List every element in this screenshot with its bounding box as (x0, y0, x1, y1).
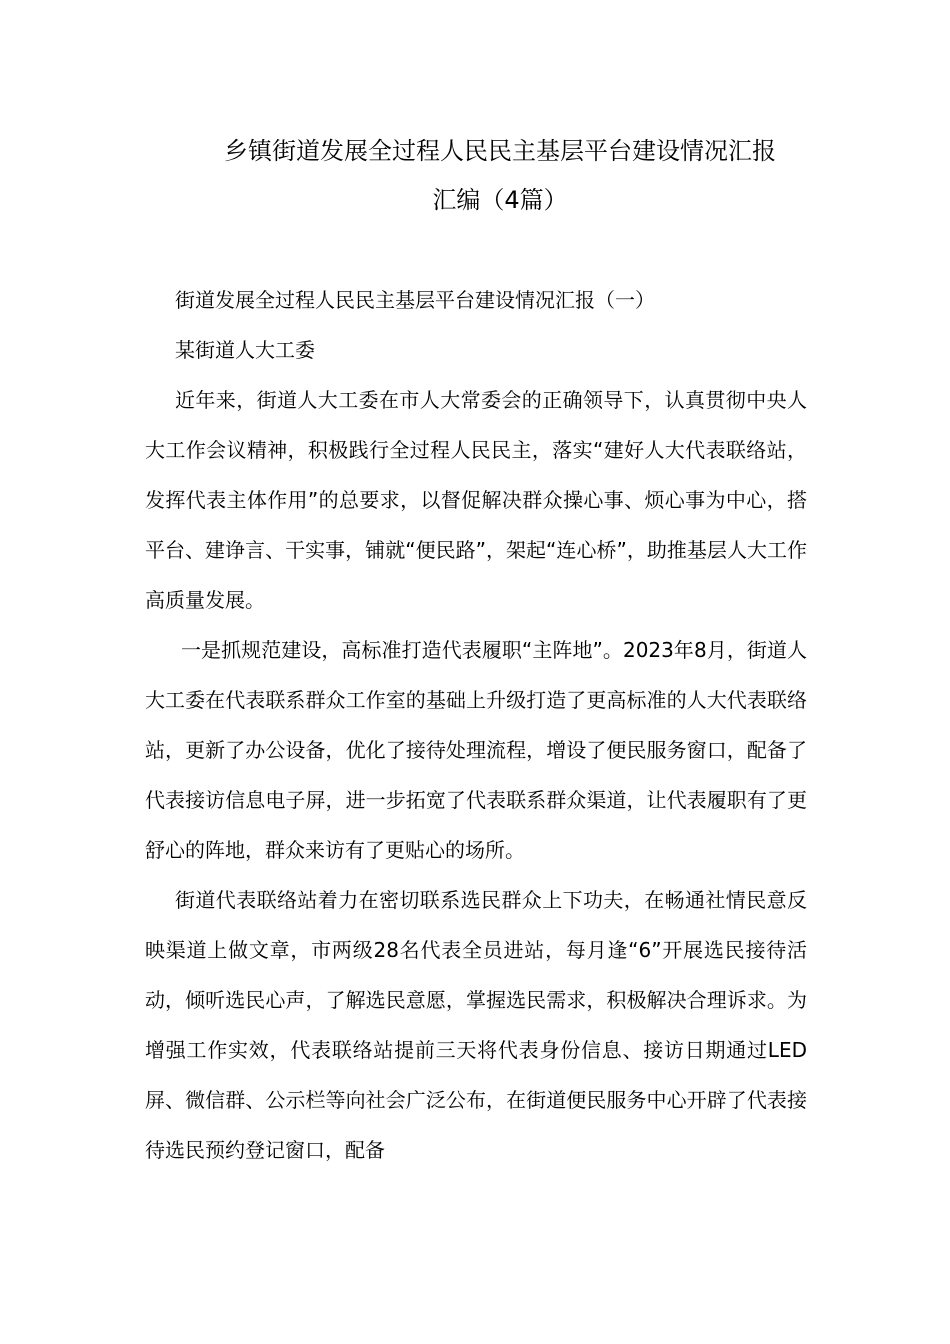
body-paragraph: 街道代表联络站着力在密切联系选民群众上下功夫，在畅通社情民意反映渠道上做文章，市两级28名代表全员进站，每月逢“6”开展选民接待活动，倾听选民心声，了解选民意愿，掌握选民需求，积极解决合理诉求。为增强工作实效，代表联络站提前三天将代表身份信息、接访日期通过LED屏、微信群、公示栏等向社会广泛公布，在街道便民服务中心开辟了代表接待选民预约登记窗口，配备 (145, 888, 807, 1162)
document-title-line-1: 乡镇街道发展全过程人民民主基层平台建设情况汇报 (224, 137, 776, 165)
document-title-line-2: 汇编（4篇） (432, 186, 568, 214)
body-paragraph: 近年来，街道人大工委在市人大常委会的正确领导下，认真贯彻中央人大工作会议精神，积极践行全过程人民民主，落实“建好人大代表联络站，发挥代表主体作用”的总要求，以督促解决群众操心事、烦心事为中心，搭平台、建诤言、干实事，铺就“便民路”，架起“连心桥”，助推基层人大工作高质量发展。 (145, 388, 807, 612)
author-line: 某街道人大工委 (175, 338, 315, 362)
body-paragraph: 一是抓规范建设，高标准打造代表履职“主阵地”。2023年8月，街道人大工委在代表联系群众工作室的基础上升级打造了更高标准的人大代表联络站，更新了办公设备，优化了接待处理流程，增设了便民服务窗口，配备了代表接访信息电子屏，进一步拓宽了代表联系群众渠道，让代表履职有了更舒心的阵地，群众来访有了更贴心的场所。 (145, 638, 807, 862)
document-body (145, 275, 807, 1175)
section-heading: 街道发展全过程人民民主基层平台建设情况汇报（一） (175, 288, 655, 312)
